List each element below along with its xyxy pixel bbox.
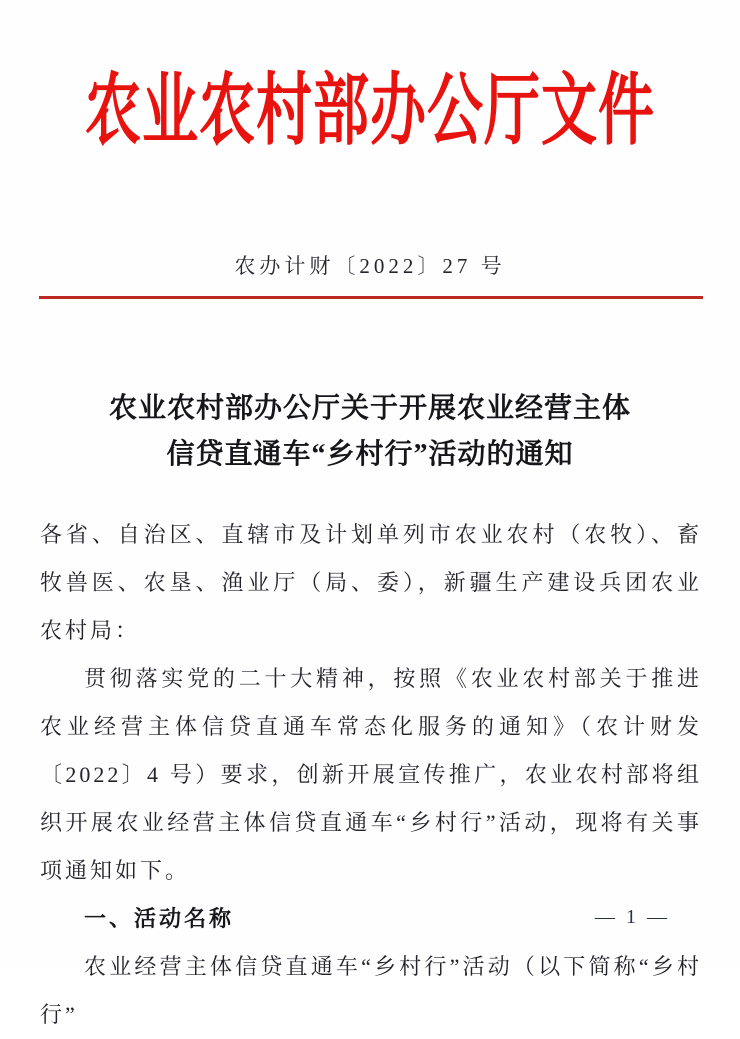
salutation-paragraph: 各省、自治区、直辖市及计划单列市农业农村（农牧）、畜牧兽医、农垦、渔业厅（局、委），新疆生产建设兵团农业农村局： (40, 522, 702, 643)
document-body (40, 511, 702, 1039)
document-title-line1: 农业农村部办公厅关于开展农业经营主体 (108, 393, 631, 424)
document-title-line2: 信贷直通车“乡村行”活动的通知 (166, 439, 574, 470)
letterhead-title: 农业农村部办公厅文件 (85, 68, 655, 156)
section1-paragraph: 农业经营主体信贷直通车“乡村行”活动（以下简称“乡村行” (40, 954, 702, 1027)
document-reference-number: 农办计财〔2022〕27 号 (234, 254, 506, 278)
red-divider-line (39, 296, 703, 299)
section1-heading: 一、活动名称 (84, 906, 235, 931)
document-title (0, 386, 740, 478)
page-number: — 1 — (595, 906, 670, 928)
intro-paragraph: 贯彻落实党的二十大精神，按照《农业农村部关于推进农业经营主体信贷直通车常态化服务的通知》（农计财发〔2022〕4 号）要求，创新开展宣传推广，农业农村部将组织开展农业经营主体信贷直通车“乡村行”活动，现将有关事项通知如下。 (40, 666, 702, 883)
